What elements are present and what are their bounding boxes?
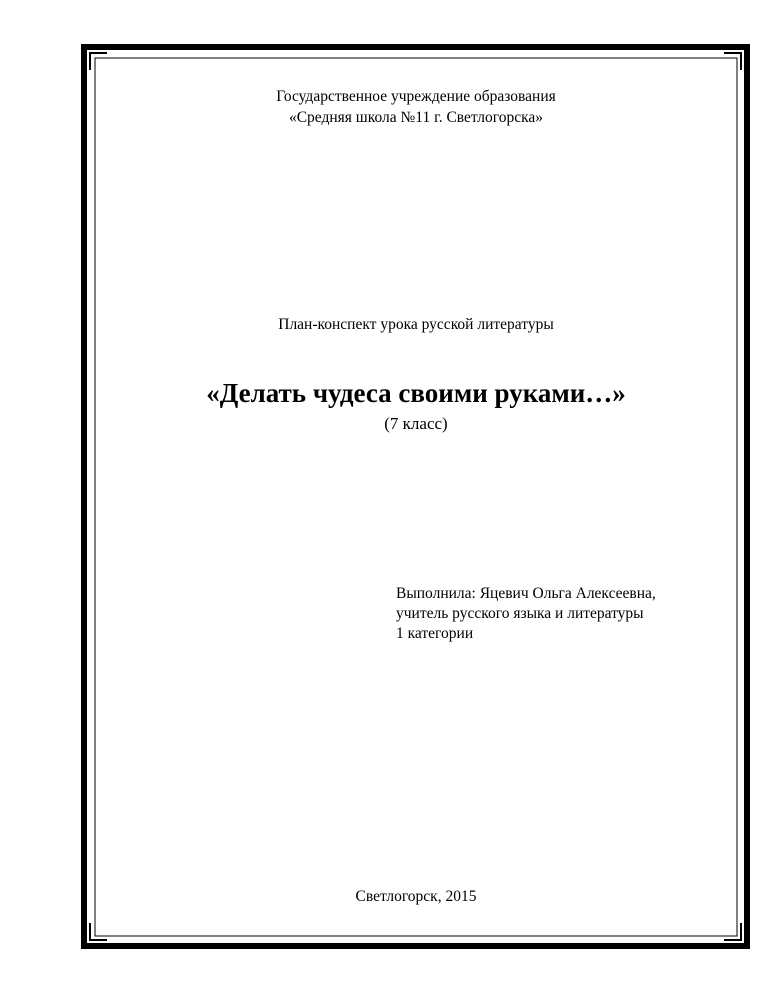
footer-place-year: Светлогорск, 2015 [355, 888, 477, 905]
inner-border [95, 58, 737, 936]
author-block [396, 584, 656, 644]
author-line-2: учитель русского языка и литературы [396, 605, 644, 622]
lesson-subtitle: План-конспект урока русской литературы [278, 316, 554, 333]
author-line-3: 1 категории [396, 625, 474, 642]
institution-line-2: «Средняя школа №11 г. Светлогорска» [288, 109, 544, 126]
institution-line-1: Государственное учреждение образования [276, 88, 556, 105]
lesson-grade: (7 класс) [384, 414, 448, 433]
institution-header [0, 86, 768, 128]
author-line-1: Выполнила: Яцевич Ольга Алексеевна, [396, 585, 656, 602]
lesson-title: «Делать чудеса своими руками…» [206, 378, 626, 408]
corner-top-left [81, 44, 107, 70]
